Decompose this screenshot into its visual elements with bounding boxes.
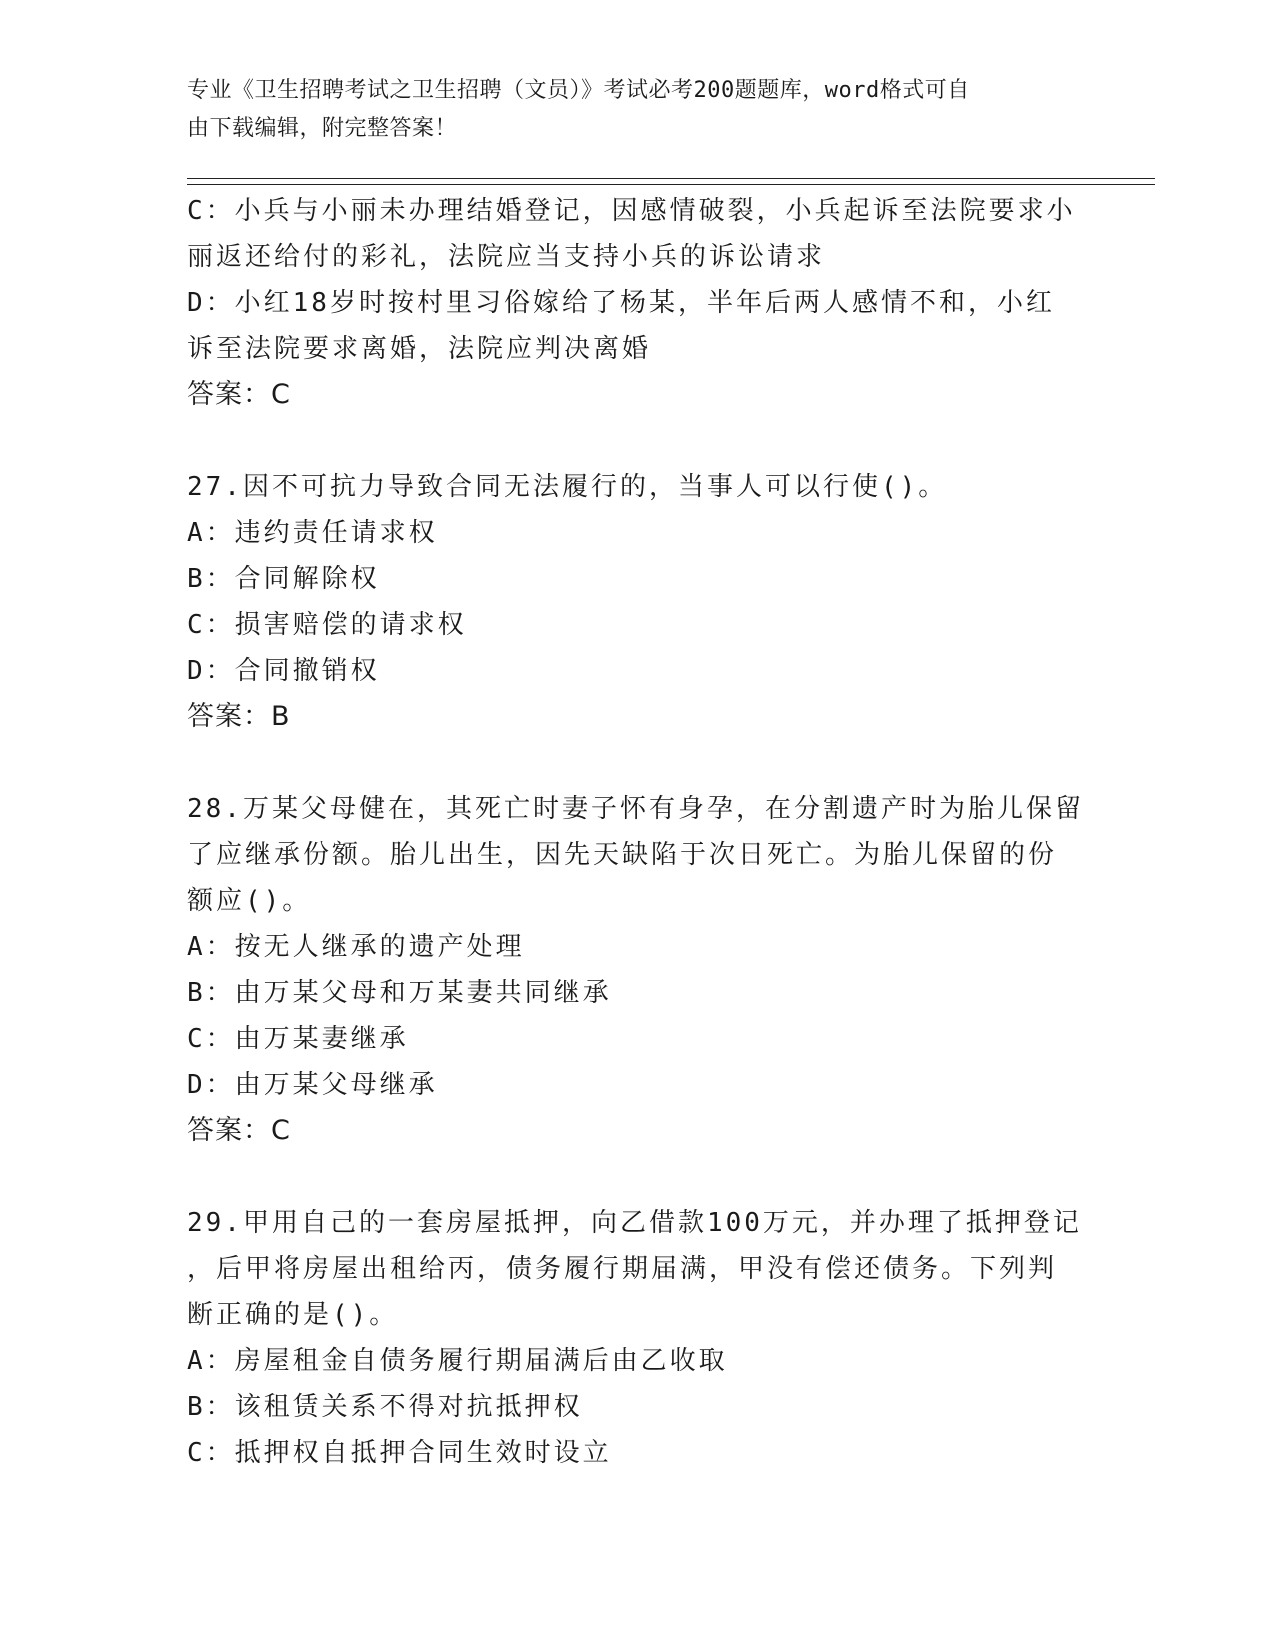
question-29: [187, 1200, 1087, 1476]
spacer: [187, 418, 1087, 464]
header-line-2: 由下载编辑，附完整答案！: [187, 116, 458, 141]
question-29-option-a: A：房屋租金自债务履行期届满后由乙收取: [187, 1346, 728, 1376]
option-d-line-2: 诉至法院要求离婚，法院应判决离婚: [187, 334, 652, 364]
question-27: [187, 464, 1087, 740]
question-28-option-a: A：按无人继承的遗产处理: [187, 932, 525, 962]
question-27-stem: 27.因不可抗力导致合同无法履行的，当事人可以行使()。: [187, 472, 948, 502]
question-28-option-c: C：由万某妻继承: [187, 1024, 409, 1054]
option-c-line-1: C：小兵与小丽未办理结婚登记，因感情破裂，小兵起诉至法院要求小: [187, 196, 1076, 226]
question-28-option-b: B：由万某父母和万某妻共同继承: [187, 978, 612, 1008]
question-29-option-c: C：抵押权自抵押合同生效时设立: [187, 1438, 612, 1468]
page-header: [187, 72, 1067, 148]
question-27-option-b: B：合同解除权: [187, 564, 380, 594]
header-line-1: 专业《卫生招聘考试之卫生招聘（文员）》考试必考200题题库，word格式可自: [187, 78, 970, 103]
question-28-option-d: D：由万某父母继承: [187, 1070, 438, 1100]
question-content: [187, 188, 1087, 1476]
question-29-stem-line-1: 29.甲用自己的一套房屋抵押，向乙借款100万元，并办理了抵押登记: [187, 1208, 1082, 1238]
option-d-line-1: D：小红18岁时按村里习俗嫁给了杨某，半年后两人感情不和，小红: [187, 288, 1055, 318]
question-28-stem-line-2: 了应继承份额。胎儿出生，因先天缺陷于次日死亡。为胎儿保留的份: [187, 840, 1058, 870]
header-double-rule: [187, 178, 1155, 185]
option-c-line-2: 丽返还给付的彩礼，法院应当支持小兵的诉讼请求: [187, 242, 826, 272]
question-29-stem-line-2: ，后甲将房屋出租给丙，债务履行期届满，甲没有偿还债务。下列判: [187, 1254, 1058, 1284]
spacer: [187, 740, 1087, 786]
question-27-option-c: C：损害赔偿的请求权: [187, 610, 467, 640]
spacer: [187, 1154, 1087, 1200]
question-29-stem-line-3: 断正确的是()。: [187, 1300, 399, 1330]
answer-27: 答案：B: [187, 701, 291, 732]
question-29-option-b: B：该租赁关系不得对抗抵押权: [187, 1392, 583, 1422]
question-28: [187, 786, 1087, 1154]
question-27-option-a: A：违约责任请求权: [187, 518, 438, 548]
question-28-stem-line-1: 28.万某父母健在，其死亡时妻子怀有身孕，在分割遗产时为胎儿保留: [187, 794, 1084, 824]
answer-26: 答案：C: [187, 379, 291, 410]
answer-28: 答案：C: [187, 1115, 291, 1146]
question-27-option-d: D：合同撤销权: [187, 656, 380, 686]
question-28-stem-line-3: 额应()。: [187, 886, 312, 916]
question-26-fragment: [187, 188, 1087, 418]
